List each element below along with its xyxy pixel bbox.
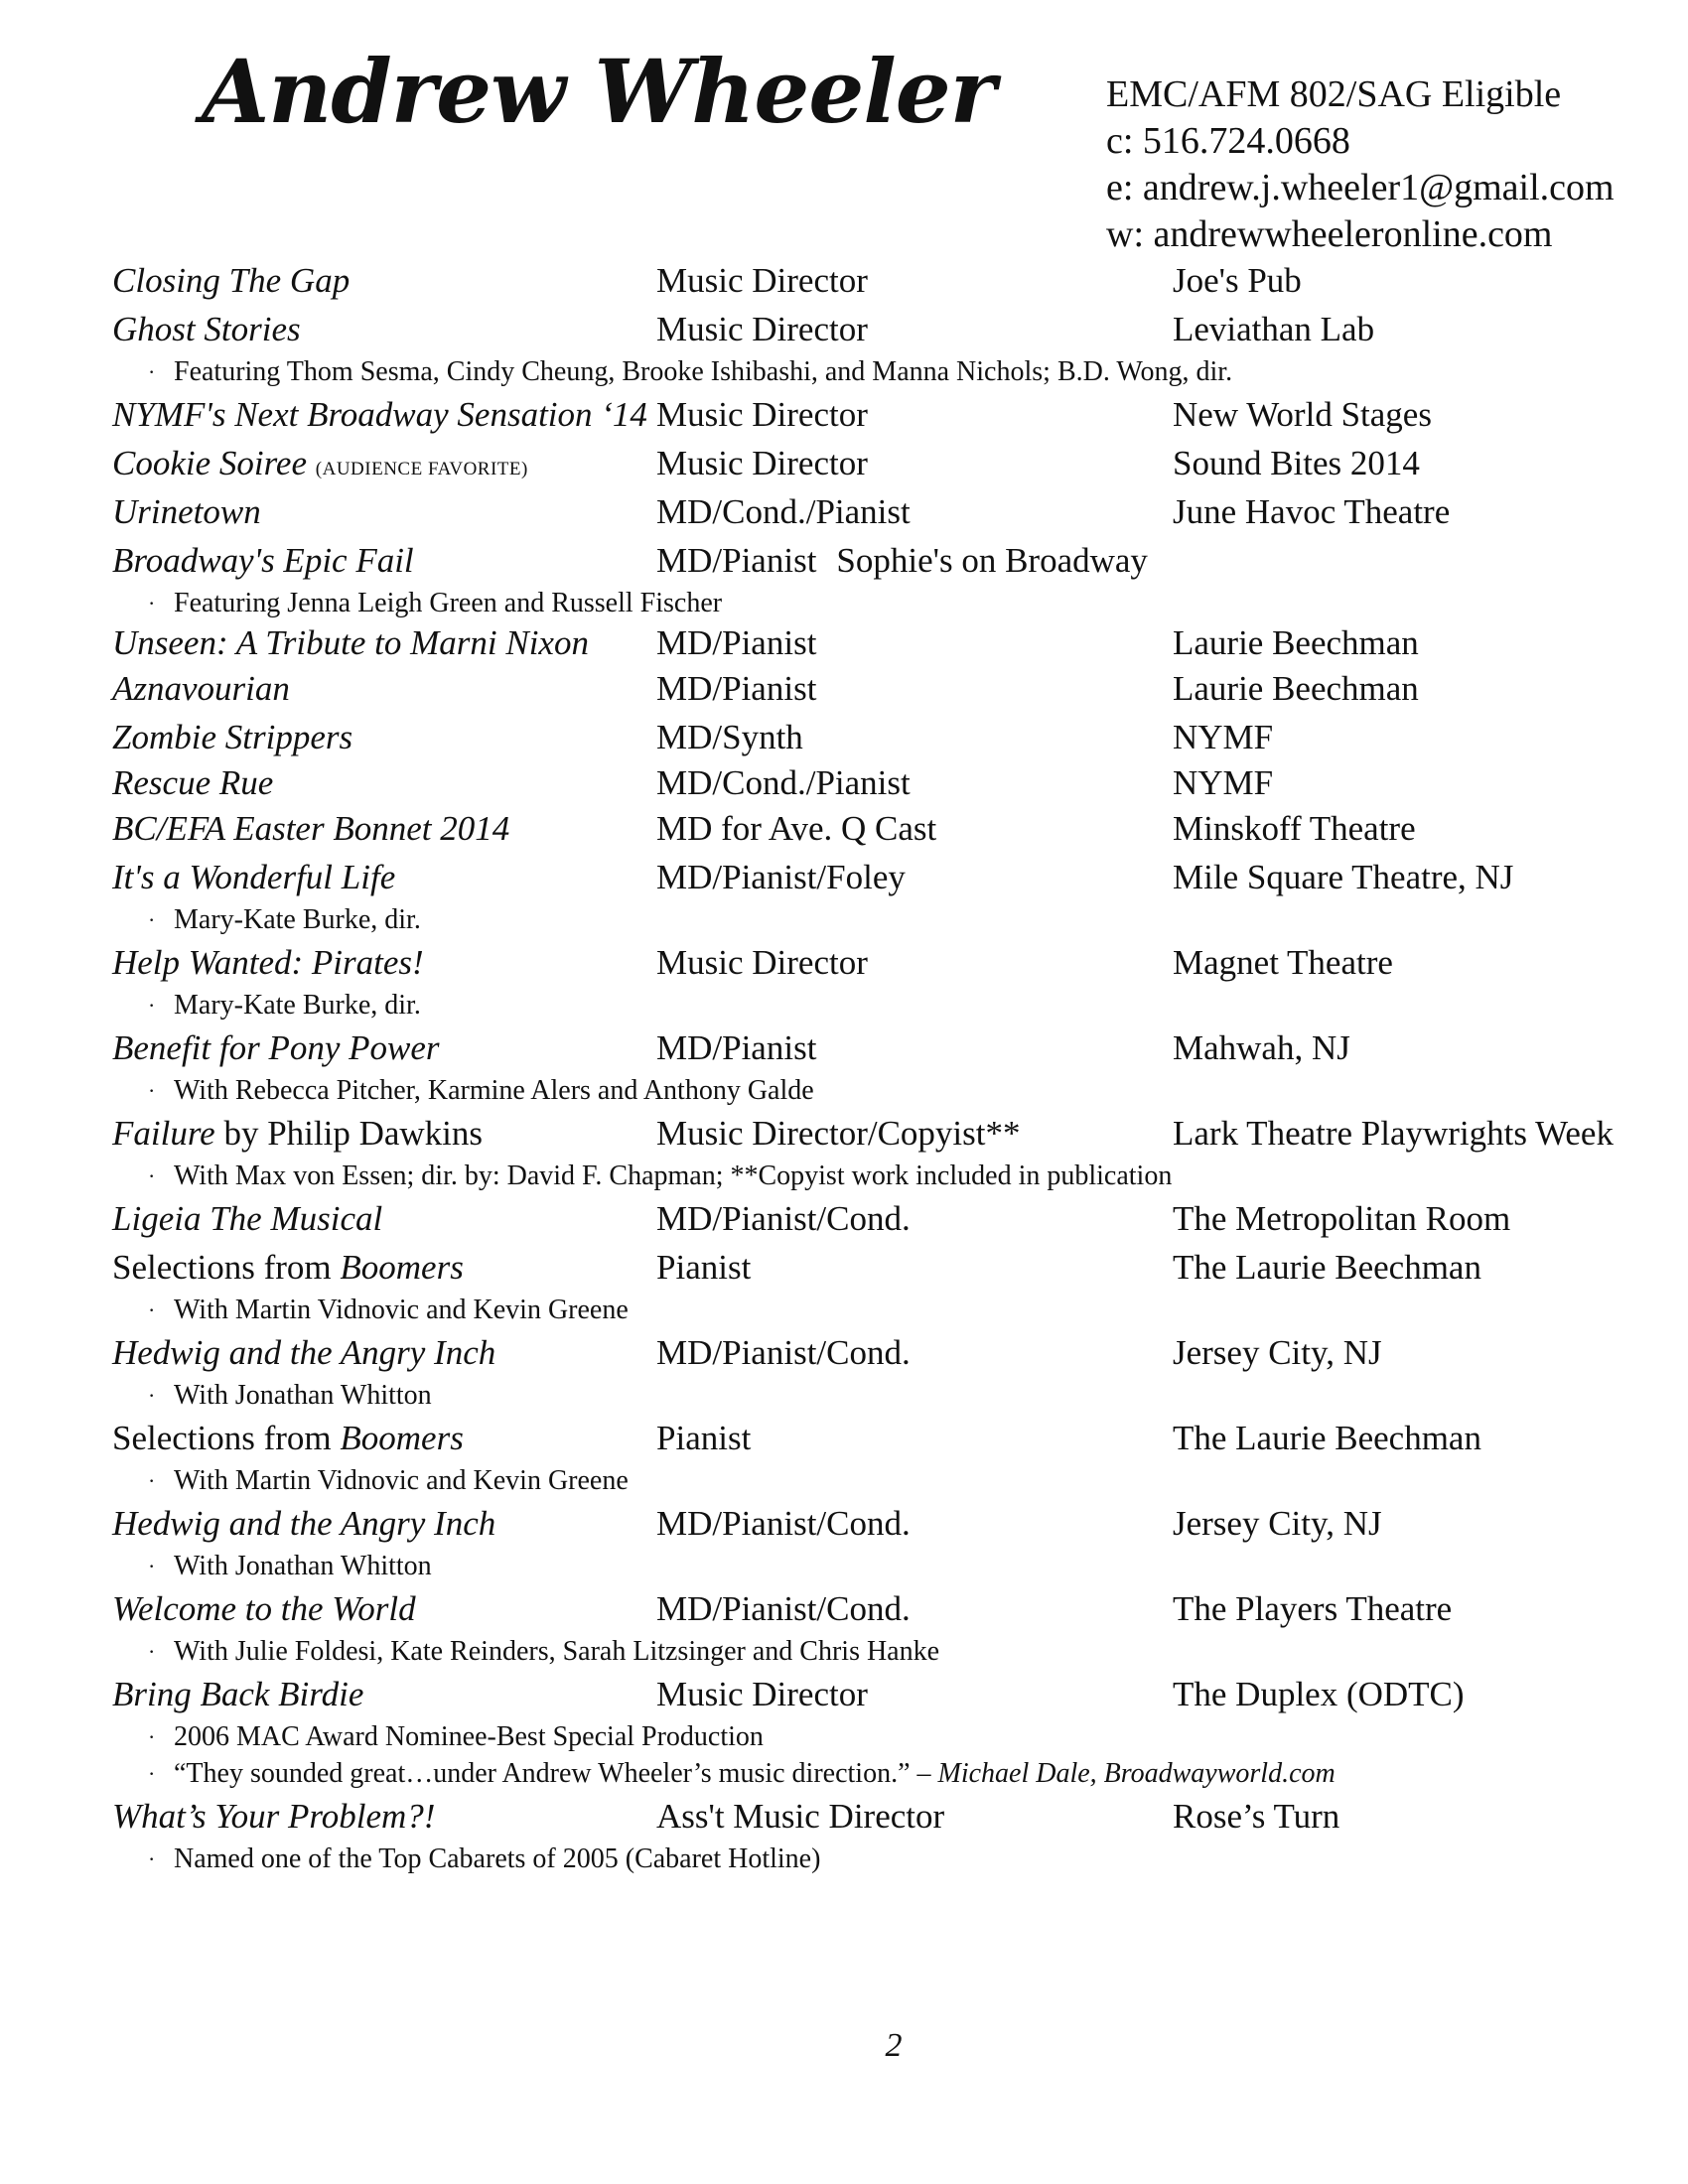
- credit-role-label: Music Director: [656, 943, 868, 982]
- credit-role: [656, 853, 906, 901]
- credit-title: It's a Wonderful Life: [112, 858, 396, 896]
- union-status: EMC/AFM 802/SAG Eligible: [1106, 73, 1562, 115]
- credit-row: [112, 1792, 1661, 1841]
- credit-role-label: Music Director: [656, 395, 868, 434]
- credit-role-label: Music Director: [656, 1675, 868, 1713]
- credit-title: Aznavourian: [112, 669, 290, 708]
- credit-note-text: With Max von Essen; dir. by: David F. Chapman; **Copyist work included in publication: [174, 1160, 1173, 1191]
- credit-note-text-wrap: [174, 1548, 432, 1584]
- credit-title: Rescue Rue: [112, 763, 274, 802]
- credit-title: Hedwig and the Angry Inch: [112, 1333, 496, 1372]
- contact-block: [1106, 71, 1615, 258]
- credit-role-label: MD/Pianist/Cond.: [656, 1589, 911, 1628]
- credit-title-cell: [112, 487, 261, 536]
- credit-title: Broadway's Epic Fail: [112, 541, 414, 580]
- credit-role: [656, 1328, 911, 1377]
- credit-note-text-wrap: [174, 1755, 1336, 1792]
- credit-role-label: Music Director: [656, 310, 868, 348]
- credit-role: [656, 1792, 944, 1841]
- credit-title-cell: [112, 1414, 464, 1462]
- credit-row: [112, 1194, 1661, 1243]
- credit-title: Ghost Stories: [112, 310, 301, 348]
- credit-role: [656, 1670, 868, 1718]
- bullet-icon: ·: [148, 993, 156, 1018]
- credit-role: [656, 1414, 751, 1462]
- credit-title: Closing The Gap: [112, 261, 351, 300]
- credit-role: [656, 305, 868, 353]
- credit-note: [112, 1072, 1661, 1109]
- credit-row: [112, 1024, 1661, 1072]
- credit-row: [112, 1499, 1661, 1548]
- credits-list: [112, 256, 1661, 1877]
- credit-note-text-wrap: [174, 585, 722, 621]
- credit-note-text-wrap: [174, 1718, 764, 1755]
- credit-row: [112, 1670, 1661, 1718]
- credit-title-suffix: by Philip Dawkins: [214, 1114, 484, 1153]
- credit-title: Unseen: A Tribute to Marni Nixon: [112, 623, 589, 662]
- credit-role-label: Pianist: [656, 1419, 752, 1457]
- credit-note-text: With Julie Foldesi, Kate Reinders, Sarah Litzsinger and Chris Hanke: [174, 1636, 940, 1667]
- credit-role: [656, 1024, 816, 1072]
- credit-title-cell: [112, 1792, 435, 1841]
- credit-note-text: Featuring Thom Sesma, Cindy Cheung, Brooke Ishibashi, and Manna Nichols; B.D. Wong, dir.: [174, 356, 1233, 387]
- credit-title: Zombie Strippers: [112, 718, 353, 756]
- credit-title-cell: [112, 804, 509, 853]
- credit-note-text: Named one of the Top Cabarets of 2005 (Cabaret Hotline): [174, 1843, 821, 1874]
- credit-venue: Jersey City, NJ: [1173, 1504, 1382, 1543]
- bullet-icon: ·: [148, 1846, 156, 1871]
- credit-venue: The Laurie Beechman: [1173, 1248, 1481, 1287]
- credit-row: [112, 1328, 1661, 1377]
- credit-note: [112, 901, 1661, 938]
- credit-role-label: MD/Pianist/Cond.: [656, 1504, 911, 1543]
- credit-row: [112, 853, 1661, 901]
- credit-role: [656, 256, 868, 305]
- credit-venue: The Metropolitan Room: [1173, 1199, 1511, 1238]
- credit-venue: Mahwah, NJ: [1173, 1028, 1350, 1067]
- credit-role-label: Music Director: [656, 261, 868, 300]
- bullet-icon: ·: [148, 1639, 156, 1664]
- credit-note: [112, 1462, 1661, 1499]
- website[interactable]: w: andrewwheeleronline.com: [1106, 213, 1553, 255]
- credit-note-text-wrap: [174, 987, 421, 1024]
- credit-venue: NYMF: [1173, 763, 1274, 802]
- credit-role: [656, 439, 868, 487]
- credit-role: [656, 761, 911, 804]
- credit-note: [112, 1755, 1661, 1792]
- credit-row: [112, 713, 1661, 761]
- credit-title: Welcome to the World: [112, 1589, 416, 1628]
- credit-venue: Sound Bites 2014: [1173, 444, 1420, 482]
- credit-role-label: MD/Pianist/Foley: [656, 858, 906, 896]
- phone-number: c: 516.724.0668: [1106, 120, 1350, 162]
- credit-title-prefix: Selections from: [112, 1248, 341, 1287]
- credit-row: [112, 1584, 1661, 1633]
- credit-venue: Joe's Pub: [1173, 261, 1302, 300]
- credit-venue: Magnet Theatre: [1173, 943, 1393, 982]
- credit-award-tag: (AUDIENCE FAVORITE): [315, 459, 528, 479]
- credit-row: [112, 536, 1661, 585]
- credit-role-label: MD/Pianist/Cond.: [656, 1199, 911, 1238]
- credit-title-cell: [112, 713, 352, 761]
- credit-note: [112, 585, 1661, 621]
- credit-note-text-wrap: [174, 1158, 1172, 1194]
- credit-note: [112, 1548, 1661, 1584]
- credit-row: [112, 664, 1661, 713]
- credit-venue: June Havoc Theatre: [1173, 492, 1451, 531]
- credit-title-cell: [112, 664, 290, 713]
- credit-title-cell: [112, 256, 350, 305]
- credit-note: [112, 353, 1661, 390]
- credit-title-cell: [112, 305, 301, 353]
- credit-title-cell: [112, 1024, 440, 1072]
- credit-venue: Mile Square Theatre, NJ: [1173, 858, 1514, 896]
- credit-row: [112, 1243, 1661, 1292]
- credit-role-label: MD/Pianist: [656, 623, 817, 662]
- credit-role-label: MD/Pianist: [656, 1028, 817, 1067]
- credit-role: [656, 536, 1148, 585]
- credit-role: [656, 1243, 751, 1292]
- credit-row: [112, 804, 1661, 853]
- credit-title-cell: [112, 621, 589, 664]
- credit-note-text-wrap: [174, 1072, 814, 1109]
- credit-note-text: With Jonathan Whitton: [174, 1551, 432, 1581]
- credit-title: Hedwig and the Angry Inch: [112, 1504, 496, 1543]
- credit-title: Help Wanted: Pirates!: [112, 943, 424, 982]
- credit-note-text: Mary-Kate Burke, dir.: [174, 990, 421, 1021]
- credit-venue: Laurie Beechman: [1173, 623, 1419, 662]
- credit-note: [112, 1718, 1661, 1755]
- credit-row: [112, 938, 1661, 987]
- credit-note-text: With Martin Vidnovic and Kevin Greene: [174, 1465, 629, 1496]
- credit-title-cell: [112, 938, 424, 987]
- credit-row: [112, 1109, 1661, 1158]
- credit-role: [656, 1109, 1021, 1158]
- credit-note-text: With Rebecca Pitcher, Karmine Alers and Anthony Galde: [174, 1075, 814, 1106]
- credit-title-prefix: Selections from: [112, 1419, 341, 1457]
- bullet-icon: ·: [148, 1078, 156, 1103]
- credit-note-text-wrap: [174, 1841, 820, 1877]
- credit-venue: Rose’s Turn: [1173, 1797, 1340, 1836]
- credit-venue: Laurie Beechman: [1173, 669, 1419, 708]
- credit-role-label: MD/Cond./Pianist: [656, 763, 911, 802]
- bullet-icon: ·: [148, 591, 156, 615]
- credit-title-cell: [112, 1243, 464, 1292]
- credit-role: [656, 804, 936, 853]
- credit-note-text-wrap: [174, 1633, 939, 1670]
- bullet-icon: ·: [148, 1554, 156, 1578]
- credit-title: Failure: [112, 1114, 215, 1153]
- credit-role-label: Ass't Music Director: [656, 1797, 945, 1836]
- credit-title-cell: [112, 1499, 495, 1548]
- credit-row: [112, 305, 1661, 353]
- credit-role: [656, 487, 911, 536]
- credit-venue: Minskoff Theatre: [1173, 809, 1416, 848]
- credit-note-text-wrap: [174, 901, 421, 938]
- credit-venue: Sophie's on Broadway: [836, 541, 1148, 580]
- resume-name: Andrew Wheeler: [202, 40, 996, 143]
- bullet-icon: ·: [148, 1297, 156, 1322]
- credit-title: What’s Your Problem?!: [112, 1797, 436, 1836]
- credit-row: [112, 621, 1661, 664]
- credit-note: [112, 1841, 1661, 1877]
- credit-role: [656, 390, 868, 439]
- bullet-icon: ·: [148, 1383, 156, 1408]
- credit-title-cell: [112, 1109, 483, 1158]
- credit-note-text-wrap: [174, 1292, 629, 1328]
- credit-title: Ligeia The Musical: [112, 1199, 383, 1238]
- bullet-icon: ·: [148, 1468, 156, 1493]
- credit-role: [656, 713, 803, 761]
- credit-role-label: Pianist: [656, 1248, 752, 1287]
- credit-title: Benefit for Pony Power: [112, 1028, 440, 1067]
- page-number: 2: [885, 2027, 903, 2064]
- credit-role-label: MD/Pianist: [656, 541, 817, 580]
- credit-role: [656, 938, 868, 987]
- credit-title-cell: [112, 390, 647, 439]
- review-citation: Michael Dale, Broadwayworld.com: [937, 1758, 1336, 1789]
- credit-role-label: MD/Cond./Pianist: [656, 492, 911, 531]
- credit-role-label: Music Director: [656, 444, 868, 482]
- credit-title: BC/EFA Easter Bonnet 2014: [112, 809, 510, 848]
- credit-note-text: With Jonathan Whitton: [174, 1380, 432, 1411]
- credit-note-text: 2006 MAC Award Nominee-Best Special Production: [174, 1721, 764, 1752]
- credit-role: [656, 1194, 911, 1243]
- credit-venue: Lark Theatre Playwrights Week: [1173, 1114, 1614, 1153]
- credit-role-label: MD/Pianist: [656, 669, 817, 708]
- credit-venue: The Duplex (ODTC): [1173, 1675, 1465, 1713]
- credit-title-cell: [112, 536, 414, 585]
- bullet-icon: ·: [148, 1761, 156, 1786]
- credit-note-text-wrap: [174, 1377, 432, 1414]
- bullet-icon: ·: [148, 1724, 156, 1749]
- credit-row: [112, 256, 1661, 305]
- credit-note-text: Mary-Kate Burke, dir.: [174, 904, 421, 935]
- bullet-icon: ·: [148, 907, 156, 932]
- credit-note: [112, 987, 1661, 1024]
- credit-venue: New World Stages: [1173, 395, 1432, 434]
- credit-note: [112, 1158, 1661, 1194]
- credit-venue: Jersey City, NJ: [1173, 1333, 1382, 1372]
- credit-title-cell: [112, 1584, 416, 1633]
- credit-role-label: MD for Ave. Q Cast: [656, 809, 937, 848]
- credit-note: [112, 1292, 1661, 1328]
- credit-title: Boomers: [340, 1419, 464, 1457]
- credit-role: [656, 1584, 911, 1633]
- credit-title-cell: [112, 439, 528, 493]
- credit-venue: The Players Theatre: [1173, 1589, 1453, 1628]
- credit-role-label: Music Director/Copyist**: [656, 1114, 1021, 1153]
- credit-title-cell: [112, 1194, 382, 1243]
- credit-title-cell: [112, 761, 273, 804]
- credit-title: NYMF's Next Broadway Sensation ‘14: [112, 395, 647, 434]
- credit-note: [112, 1377, 1661, 1414]
- credit-title: Boomers: [340, 1248, 464, 1287]
- credit-row: [112, 487, 1661, 536]
- credit-role: [656, 621, 816, 664]
- credit-note: [112, 1633, 1661, 1670]
- credit-title: Urinetown: [112, 492, 261, 531]
- credit-venue: NYMF: [1173, 718, 1274, 756]
- credit-note-text: Featuring Jenna Leigh Green and Russell Fischer: [174, 588, 723, 618]
- credit-role: [656, 1499, 911, 1548]
- credit-title: Cookie Soiree: [112, 444, 308, 482]
- credit-venue: Leviathan Lab: [1173, 310, 1375, 348]
- credit-role: [656, 664, 816, 713]
- email-address[interactable]: e: andrew.j.wheeler1@gmail.com: [1106, 167, 1615, 208]
- credit-venue: The Laurie Beechman: [1173, 1419, 1481, 1457]
- credit-note-text: With Martin Vidnovic and Kevin Greene: [174, 1295, 629, 1325]
- credit-note-text-wrap: [174, 1462, 629, 1499]
- credit-role-label: MD/Pianist/Cond.: [656, 1333, 911, 1372]
- credit-title: Bring Back Birdie: [112, 1675, 364, 1713]
- credit-title-cell: [112, 853, 395, 901]
- credit-note-text-wrap: [174, 353, 1232, 390]
- bullet-icon: ·: [148, 1163, 156, 1188]
- credit-title-cell: [112, 1670, 363, 1718]
- credit-row: [112, 439, 1661, 487]
- credit-row: [112, 761, 1661, 804]
- credit-title-cell: [112, 1328, 495, 1377]
- credit-role-label: MD/Synth: [656, 718, 803, 756]
- credit-row: [112, 390, 1661, 439]
- credit-note-text: “They sounded great…under Andrew Wheeler’s music direction.” –: [174, 1758, 938, 1789]
- credit-row: [112, 1414, 1661, 1462]
- bullet-icon: ·: [148, 359, 156, 384]
